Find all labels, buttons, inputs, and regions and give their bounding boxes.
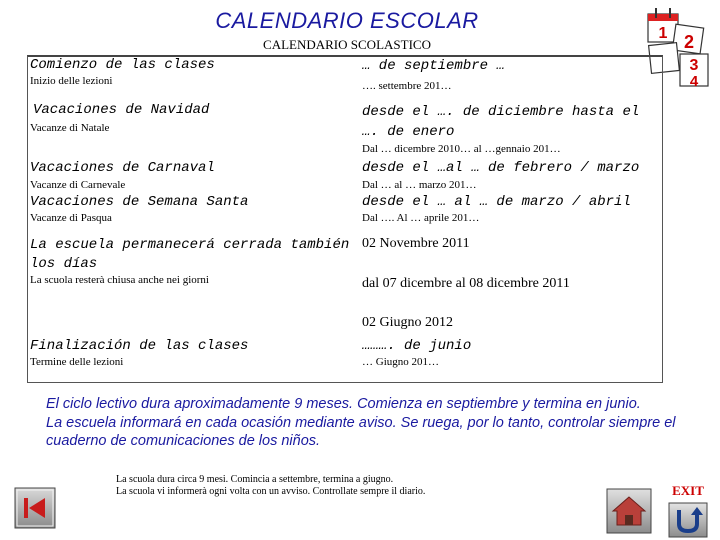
cerrada-date-3: 02 Giugno 2012	[362, 315, 453, 330]
note-block	[46, 395, 686, 451]
note-it-line-2: La scuola vi informerà ogni volta con un avviso. Controllate sempre il diario.	[116, 486, 426, 497]
cerrada-es-label: La escuela permanecerá cerrada también los días	[30, 237, 350, 272]
carnaval-es-value: desde el …al … de febrero / marzo	[362, 160, 640, 176]
navidad-es-label: Vacaciones de Navidad	[33, 102, 210, 118]
note-line-1: El ciclo lectivo dura aproximadamente 9 meses. Comienza en septiembre y termina en junio.	[46, 396, 641, 412]
navidad-it-value: Dal … dicembre 2010… al …gennaio 201…	[362, 143, 561, 155]
note-line-2: La escuela informará en cada ocasión mediante aviso. Se ruega, por lo tanto, controlar siempre el cuaderno de comunicaciones de los niños.	[46, 414, 676, 449]
navidad-it-label: Vacanze di Natale	[30, 122, 110, 134]
comienzo-es-value: … de septiembre …	[362, 58, 505, 74]
svg-text:2: 2	[683, 32, 695, 52]
svg-text:3: 3	[689, 57, 699, 74]
carnaval-es-label: Vacaciones de Carnaval	[30, 160, 215, 176]
exit-label: EXIT	[672, 483, 704, 498]
page-subtitle: CALENDARIO SCOLASTICO	[263, 37, 431, 52]
home-icon	[606, 488, 652, 534]
comienzo-it-label: Inizio delle lezioni	[30, 75, 113, 87]
finalizacion-es-label: Finalización de las clases	[30, 338, 249, 354]
finalizacion-es-value: ………. de junio	[362, 338, 472, 354]
home-button[interactable]	[606, 488, 652, 534]
comienzo-es-label: Comienzo de las clases	[30, 57, 215, 73]
carnaval-it-label: Vacanze di Carnevale	[30, 179, 126, 191]
cerrada-it-label: La scuola resterà chiusa anche nei giorni	[30, 274, 209, 286]
finalizacion-it-value: … Giugno 201…	[362, 356, 439, 368]
finalizacion-it-label: Termine delle lezioni	[30, 356, 124, 368]
navidad-es-value: desde el …. de diciembre hasta el …. de enero	[362, 104, 640, 140]
page-title: CALENDARIO ESCOLAR	[215, 8, 479, 33]
cerrada-date-2: dal 07 dicembre al 08 dicembre 2011	[362, 276, 570, 291]
svg-text:4: 4	[689, 73, 699, 90]
svg-text:1: 1	[658, 25, 668, 42]
first-slide-button[interactable]	[14, 487, 56, 529]
santa-it-value: Dal …. Al … aprile 201…	[362, 212, 480, 224]
exit-return-icon	[668, 502, 708, 538]
carnaval-it-value: Dal … al … marzo 201…	[362, 179, 477, 191]
santa-it-label: Vacanze di Pasqua	[30, 212, 112, 224]
note-it-line-1: La scuola dura circa 9 mesi. Comincia a settembre, termina a giugno.	[116, 474, 394, 485]
cerrada-date-1: 02 Novembre 2011	[362, 236, 470, 251]
first-slide-icon	[14, 487, 56, 529]
santa-es-value: desde el … al … de marzo / abril	[362, 194, 631, 210]
santa-es-label: Vacaciones de Semana Santa	[30, 194, 249, 210]
exit-button[interactable]	[666, 476, 710, 538]
comienzo-it-value: …. settembre 201…	[362, 80, 452, 92]
